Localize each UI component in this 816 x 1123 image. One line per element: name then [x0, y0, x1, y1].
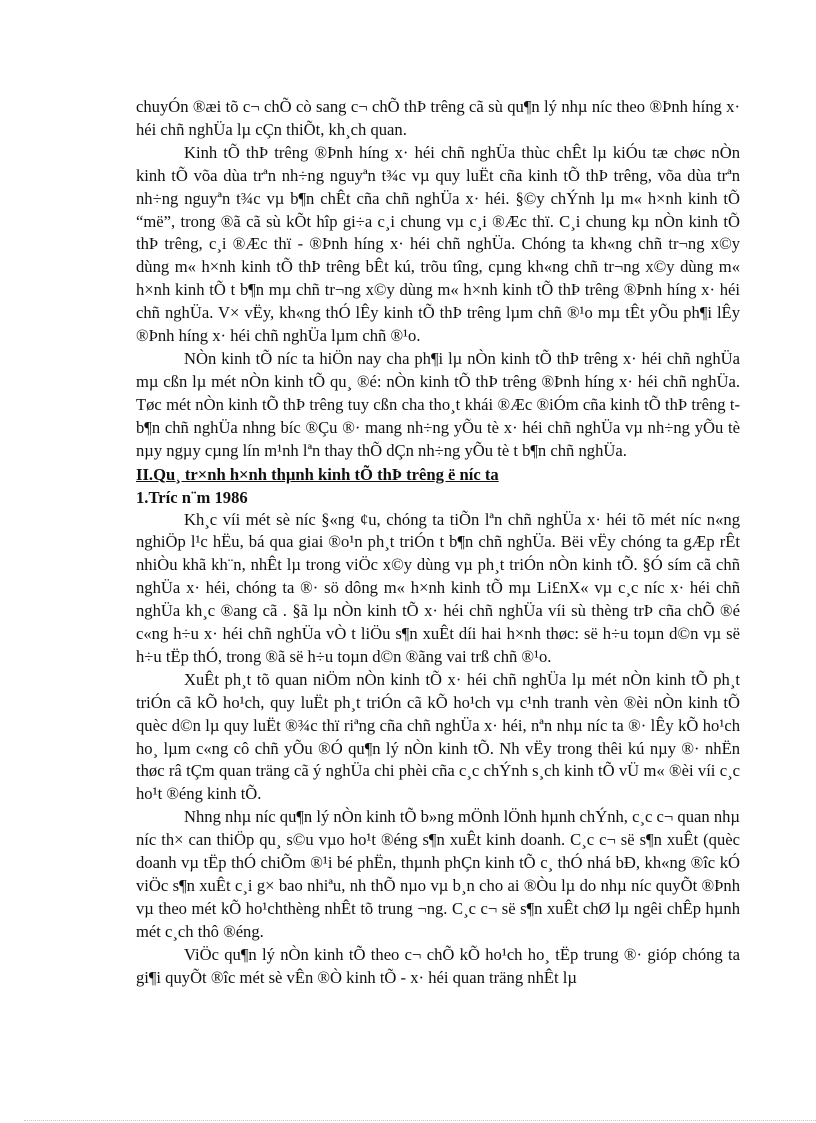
page-bottom-border [24, 1120, 816, 1121]
document-page [136, 96, 740, 990]
paragraph-6: Nhng nhµ níc qu¶n lý nÒn kinh tÕ b»ng mÖnh lÖnh hµnh chÝnh, c¸c c¬ quan nhµ níc th× can thiÖp qu¸ s©u vµo ho¹t ®éng s¶n xuÊt kinh doanh. C¸c c¬ së s¶n xuÊt (quèc doanh vµ tËp thÓ chiÕm ®¹i bé phËn, thµnh phÇn kinh tÕ c¸ thÓ nhá bÐ, kh«ng ®îc kÓ viÖc s¶n xuÊt c¸i g× bao nhiªu, nh thÕ nµo vµ b¸n cho ai ®Òu lµ do nhµ níc quyÕt ®Þnh vµ theo mét kÕ ho¹chthèng nhÊt tõ trung ¬ng. C¸c c¬ së s¶n xuÊt chØ lµ ngêi chÊp hµnh mét c¸ch thô ®éng. [136, 807, 740, 941]
sub-heading: 1.Tríc n¨m 1986 [136, 487, 248, 507]
paragraph-7: ViÖc qu¶n lý nÒn kinh tÕ theo c¬ chÕ kÕ ho¹ch ho¸ tËp trung ®· gióp chóng ta gi¶i quyÕt ®îc mét sè vÊn ®Ò kinh tÕ - x· héi quan träng nhÊt lµ [136, 944, 740, 987]
paragraph-1: chuyÓn ®æi tõ c¬ chÕ cò sang c¬ chÕ thÞ trêng cã sù qu¶n lý nhµ níc theo ®Þnh híng x· héi chñ nghÜa lµ cÇn thiÕt, kh¸ch quan. [136, 97, 740, 139]
paragraph-4: Kh¸c víi mét sè níc §«ng ¢u, chóng ta tiÕn lªn chñ nghÜa x· héi tõ mét níc n«ng nghiÖp l¹c hËu, bá qua giai ®o¹n ph¸t triÓn t b¶n chñ nghÜa. Bëi vËy chóng ta gÆp rÊt nhiÒu khã kh¨n, nhÊt lµ trong viÖc x©y dùng vµ ph¸t triÓn nÒn kinh tÕ. §Ó sím cã chñ nghÜa x· héi, chóng ta ®· sö dông m« h×nh kinh tÕ mµ Li£nX« vµ c¸c níc x· héi chñ nghÜa kh¸c ®ang cã . §ã lµ nÒn kinh tÕ x· héi chñ nghÜa víi sù thèng trÞ cña chÕ ®é c«ng h÷u x· héi chñ nghÜa vÒ t liÖu s¶n xuÊt díi hai h×nh thøc: së h÷u toµn d©n vµ së h÷u tËp thÓ, trong ®ã së h÷u toµn d©n ®ãng vai trß chñ ®¹o. [136, 509, 740, 666]
paragraph-3: NÒn kinh tÕ níc ta hiÖn nay cha ph¶i lµ nÒn kinh tÕ thÞ trêng x· héi chñ nghÜa mµ cßn lµ mét nÒn kinh tÕ qu¸ ®é: nÒn kinh tÕ thÞ trêng ®Þnh híng x· héi chñ nghÜa. Tøc mét nÒn kinh tÕ thÞ trêng tuy cßn cha tho¸t khái ®Æc ®iÓm cña kinh tÕ thÞ trêng t b¶n chñ nghÜa nhng bíc ®Çu ®· mang nh÷ng yÕu tè x· héi chñ nghÜa vµ nh÷ng yÕu tè nµy ngµy cµng lín m¹nh lªn thay thÕ dÇn nh÷ng yÕu tè t b¶n chñ nghÜa. [136, 348, 740, 460]
paragraph-2: Kinh tÕ thÞ trêng ®Þnh híng x· héi chñ nghÜa thùc chÊt lµ kiÓu tæ chøc nÒn kinh tÕ võa dùa trªn nh÷ng nguyªn t¾c vµ quy luËt cña kinh tÕ thÞ trêng, võa dùa trªn nh÷ng nguyªn t¾c vµ b¶n chÊt cña chñ nghÜa x· héi. §©y chÝnh lµ m« h×nh kinh tÕ “më”, trong ®ã cã sù kÕt hîp gi÷a c¸i chung vµ c¸i ®Æc thï. C¸i chung kµ nÒn kinh tÕ thÞ trêng, c¸i ®Æc thï - ®Þnh híng x· héi chñ nghÜa. Chóng ta kh«ng chñ tr¬ng x©y dùng m« h×nh kinh tÕ thÞ trêng bÊt kú, trõu tîng, cµng kh«ng chñ tr¬ng x©y dùng m« h×nh kinh tÕ t b¶n mµ chñ tr¬ng x©y dùng m« h×nh kinh tÕ thÞ trêng ®Þnh híng x· héi chñ nghÜa. V× vËy, kh«ng thÓ lÊy kinh tÕ thÞ trêng lµm chñ ®¹o mµ tÊt yÕu ph¶i lÊy ®Þnh híng x· héi chñ nghÜa lµm chñ ®¹o. [136, 142, 740, 346]
paragraph-5: XuÊt ph¸t tõ quan niÖm nÒn kinh tÕ x· héi chñ nghÜa lµ mét nÒn kinh tÕ ph¸t triÓn cã kÕ ho¹ch, quy luËt ph¸t triÓn cã kÕ ho¹ch vµ c¹nh tranh vèn ®èi nÒn kinh tÕ quèc d©n lµ quy luËt ®¾c thï riªng cña chñ nghÜa x· héi, nªn nhµ níc ta ®· lÊy kÕ ho¹ch ho¸ lµm c«ng cô chñ yÕu ®Ó qu¶n lý nÒn kinh tÕ. Nh vËy trong thêi kú nµy ®· nhËn thøc râ tÇm quan träng cã ý nghÜa chi phèi cña c¸c chÝnh s¸ch kinh tÕ vÜ m« ®èi víi c¸c ho¹t ®éng kinh tÕ. [136, 669, 740, 804]
section-heading: II.Qu¸ tr×nh h×nh thµnh kinh tÕ thÞ trêng ë níc ta [136, 464, 499, 484]
